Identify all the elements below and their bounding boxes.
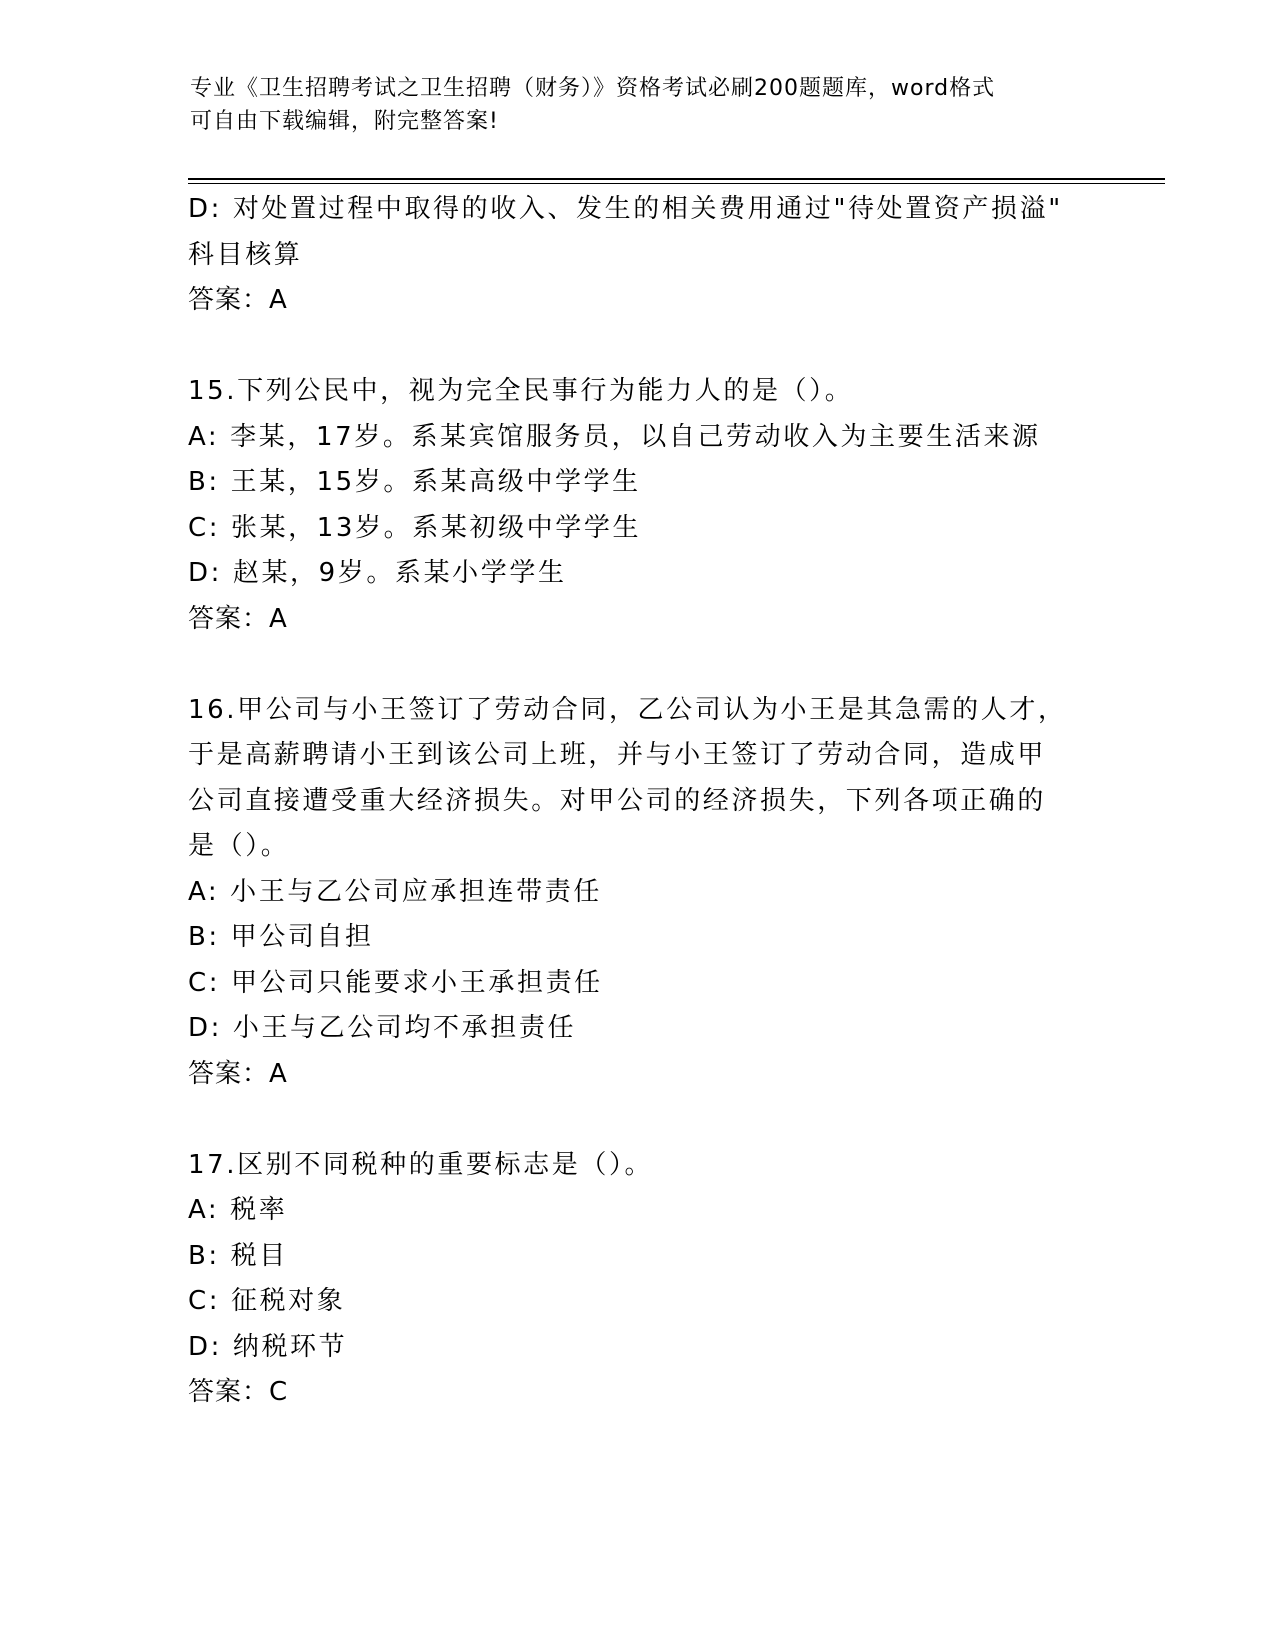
spacer: [188, 1097, 1088, 1143]
option-c: C: 甲公司只能要求小王承担责任: [188, 967, 603, 998]
question-15: [188, 369, 1088, 642]
header-line-1: 专业《卫生招聘考试之卫生招聘（财务）》资格考试必刷200题题库，word格式: [190, 76, 996, 101]
option-b: B: 王某，15岁。系某高级中学学生: [188, 467, 641, 497]
option-c: C: 征税对象: [188, 1286, 346, 1316]
answer-line: 答案：A: [188, 603, 288, 634]
option-a: A: 李某，17岁。系某宾馆服务员，以自己劳动收入为主要生活来源: [188, 421, 1041, 452]
option-d: D: 小王与乙公司均不承担责任: [188, 1013, 577, 1043]
question-16: [188, 688, 1088, 1098]
option-b: B: 甲公司自担: [188, 922, 374, 952]
answer-line: 答案：C: [188, 1377, 289, 1407]
answer-line: 答案：A: [188, 1058, 288, 1089]
question-content: [188, 187, 1088, 1416]
spacer: [188, 324, 1088, 370]
question-stem-continued: 于是高薪聘请小王到该公司上班，并与小王签订了劳动合同，造成甲: [188, 740, 1047, 770]
previous-question-tail: [188, 187, 1088, 324]
option-b: B: 税目: [188, 1240, 288, 1271]
question-stem-continued: 公司直接遭受重大经济损失。对甲公司的经济损失，下列各项正确的: [188, 785, 1047, 816]
option-a: A: 税率: [188, 1195, 288, 1225]
header-line-2: 可自由下载编辑，附完整答案!: [190, 109, 499, 134]
option-d: D: 纳税环节: [188, 1331, 348, 1362]
option-d-continued: 科目核算: [188, 239, 303, 270]
question-stem-continued: 是（）。: [188, 831, 290, 861]
document-header: [190, 72, 1080, 138]
header-divider-thin: [188, 183, 1165, 184]
answer-line: 答案：A: [188, 285, 288, 315]
option-d: D: 对处置过程中取得的收入、发生的相关费用通过"待处置资产损溢": [188, 194, 1063, 224]
header-divider-thick: [188, 178, 1165, 180]
question-stem: 15.下列公民中，视为完全民事行为能力人的是（）。: [188, 376, 854, 406]
option-a: A: 小王与乙公司应承担连带责任: [188, 876, 602, 907]
question-stem: 16.甲公司与小王签订了劳动合同，乙公司认为小王是其急需的人才，: [188, 694, 1067, 725]
option-d: D: 赵某，9岁。系某小学学生: [188, 558, 567, 588]
question-stem: 17.区别不同税种的重要标志是（）。: [188, 1149, 654, 1180]
spacer: [188, 642, 1088, 688]
option-c: C: 张某，13岁。系某初级中学学生: [188, 512, 642, 543]
question-17: [188, 1143, 1088, 1416]
